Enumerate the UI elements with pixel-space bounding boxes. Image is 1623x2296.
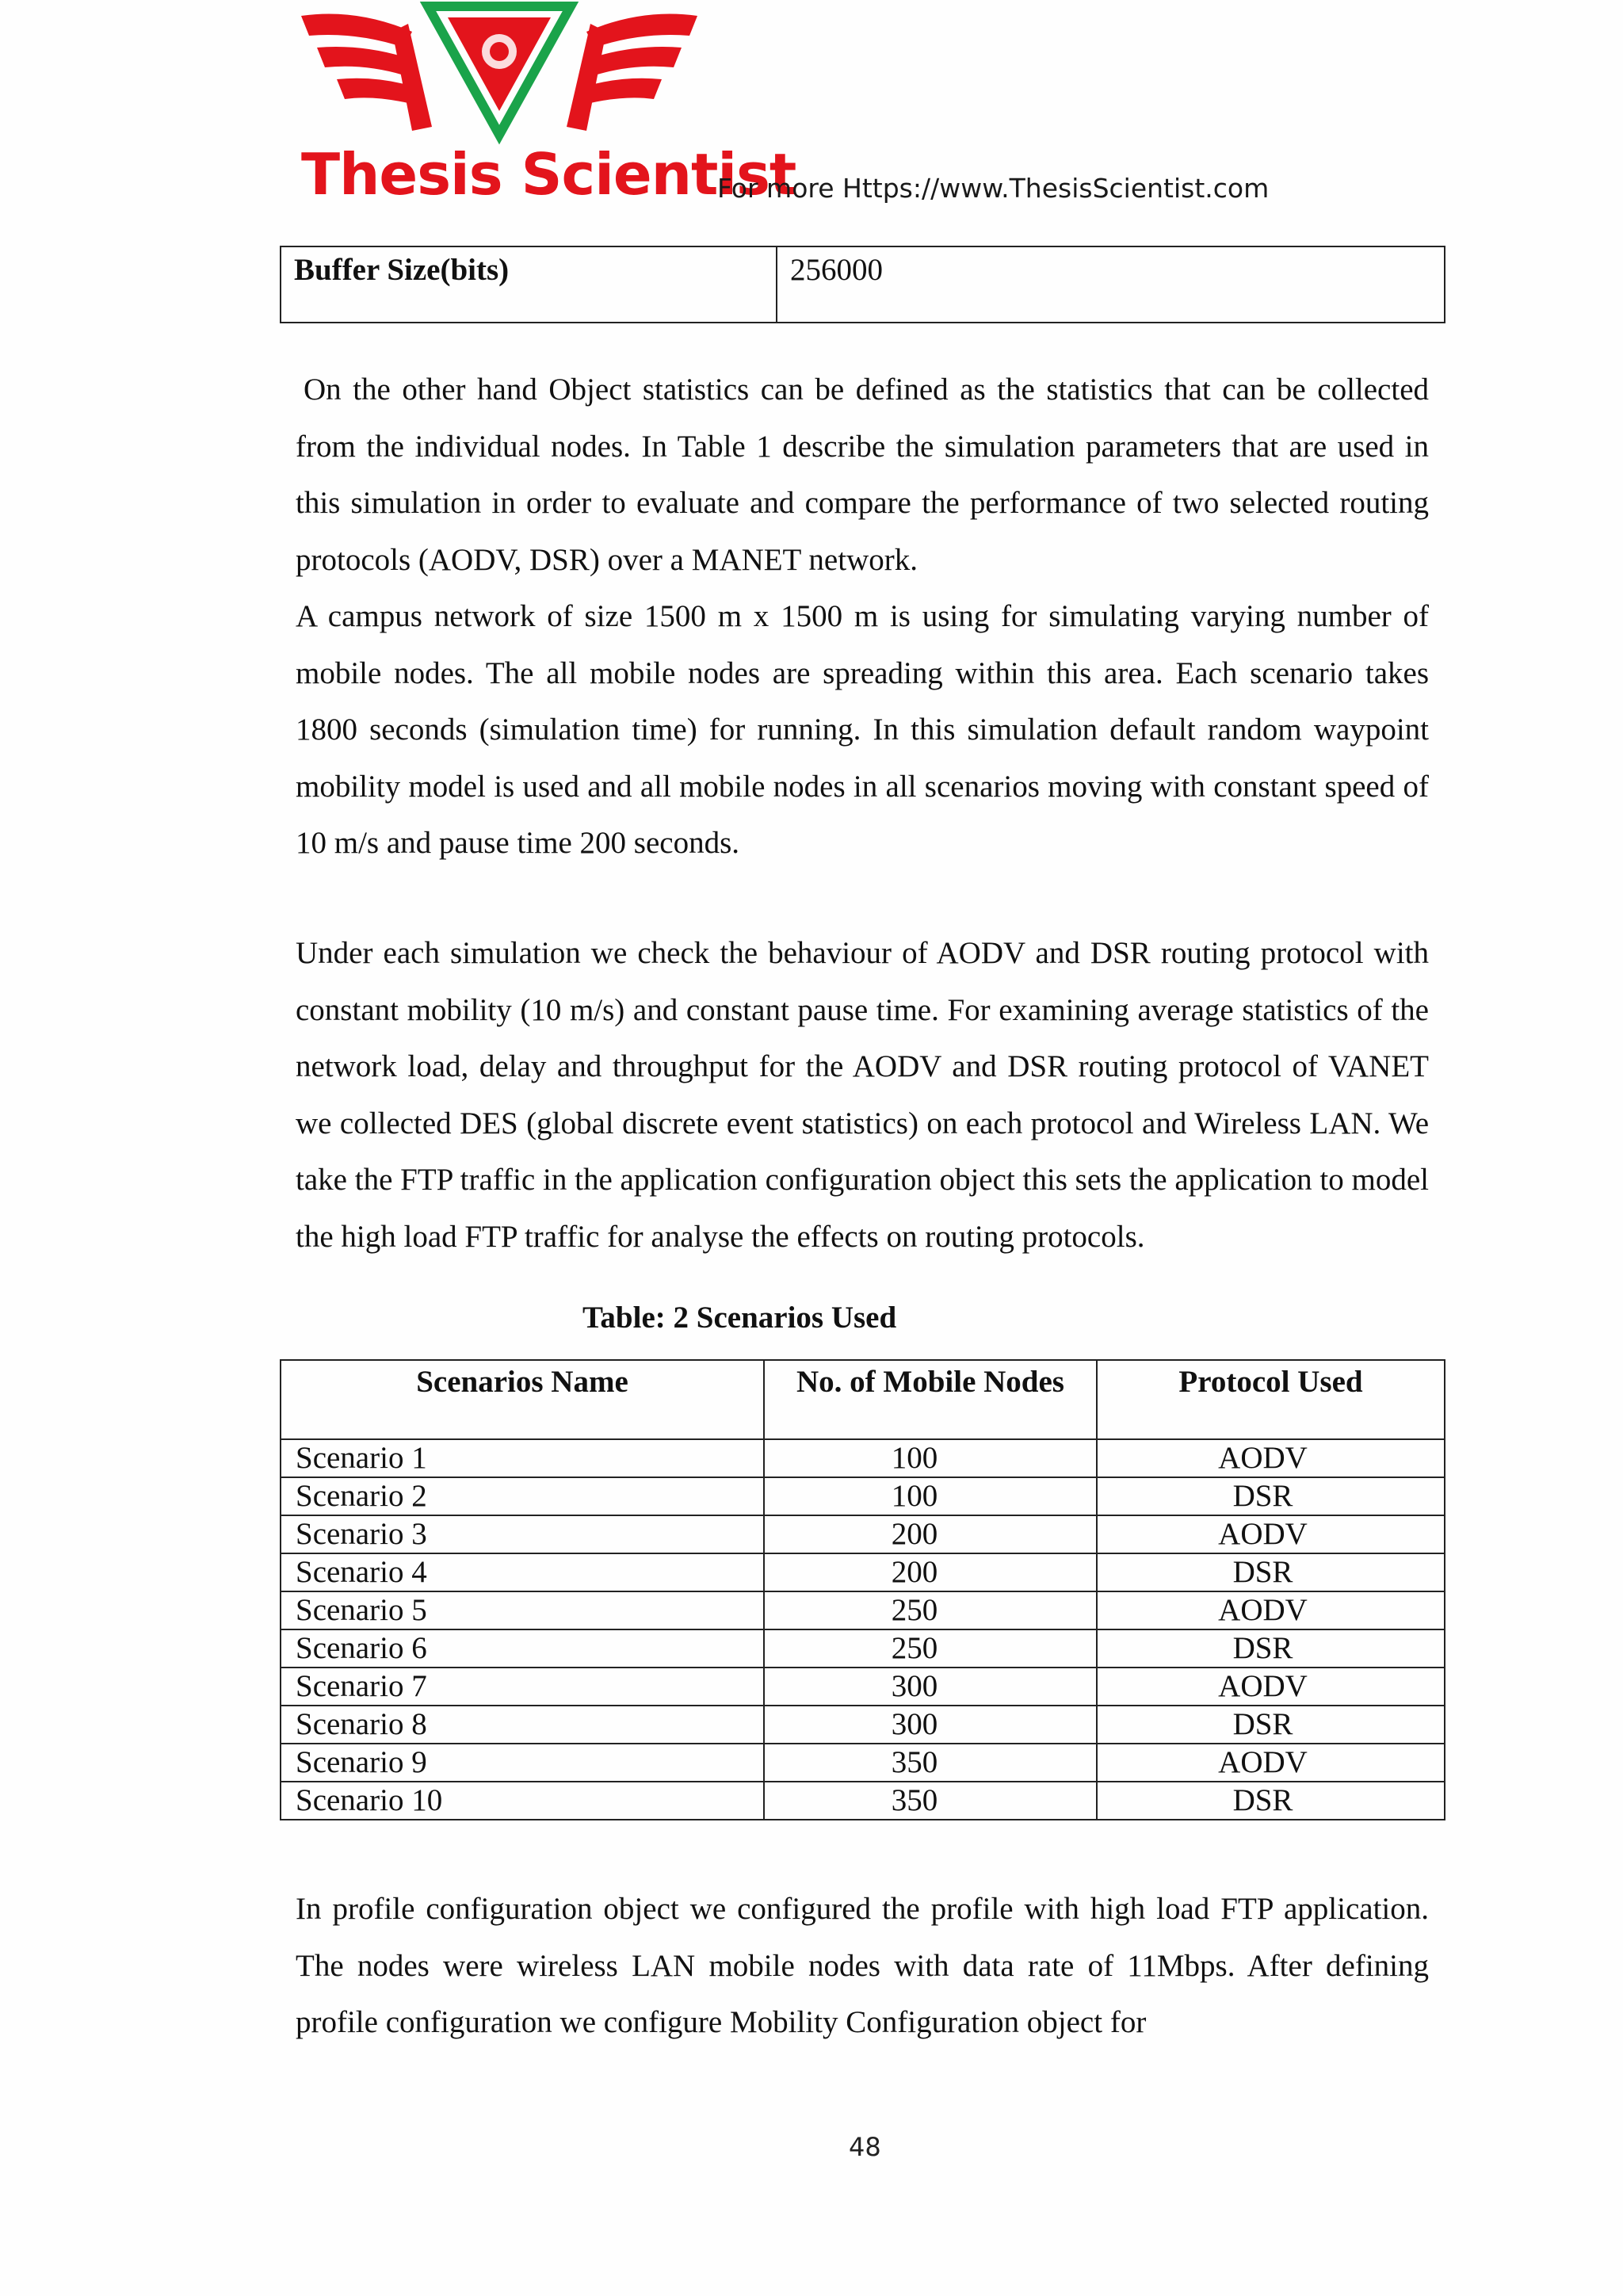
website-link[interactable]: For more Https://www.ThesisScientist.com <box>717 173 1270 204</box>
cell-node-count: 250 <box>764 1591 1097 1629</box>
table-row <box>281 1439 1445 1477</box>
cell-protocol: DSR <box>1097 1706 1445 1744</box>
table-row <box>281 1782 1445 1820</box>
table-row <box>281 1515 1445 1553</box>
cell-scenario-name: Scenario 6 <box>281 1629 764 1668</box>
table-row <box>281 1477 1445 1515</box>
cell-scenario-name: Scenario 4 <box>281 1553 764 1591</box>
param-label: Buffer Size(bits) <box>281 246 777 323</box>
cell-scenario-name: Scenario 1 <box>281 1439 764 1477</box>
param-value: 256000 <box>777 246 1445 323</box>
cell-scenario-name: Scenario 8 <box>281 1706 764 1744</box>
logo-wordmark: Thesis Scientist <box>301 141 796 208</box>
paragraph: In profile configuration object we configured the profile with high load FTP application. The nodes were wireless LAN mobile nodes with data rate of 11Mbps. After defining profile configuration we configure Mobility Configuration object for <box>296 1892 1429 2039</box>
page-number: 48 <box>849 2132 881 2162</box>
cell-scenario-name: Scenario 5 <box>281 1591 764 1629</box>
cell-node-count: 200 <box>764 1553 1097 1591</box>
table-row <box>281 246 1445 323</box>
cell-node-count: 300 <box>764 1668 1097 1706</box>
paragraph-text: On the other hand Object statistics can be defined as the statistics that can be collected from the individual nodes. In Table 1 describe the simulation parameters that are used in this simulation in order to evaluate and compare the performance of two selected routing protocols (AODV, DSR) over a MANET network. <box>296 372 1429 577</box>
cell-protocol: AODV <box>1097 1591 1445 1629</box>
table-row <box>281 1629 1445 1668</box>
cell-protocol: DSR <box>1097 1553 1445 1591</box>
column-header: No. of Mobile Nodes <box>764 1360 1097 1439</box>
cell-scenario-name: Scenario 2 <box>281 1477 764 1515</box>
table-caption: Table: 2 Scenarios Used <box>582 1301 897 1335</box>
cell-protocol: DSR <box>1097 1629 1445 1668</box>
cell-protocol: AODV <box>1097 1439 1445 1477</box>
scenarios-table <box>280 1359 1445 1820</box>
cell-scenario-name: Scenario 7 <box>281 1668 764 1706</box>
cell-scenario-name: Scenario 3 <box>281 1515 764 1553</box>
cell-node-count: 100 <box>764 1439 1097 1477</box>
cell-node-count: 100 <box>764 1477 1097 1515</box>
cell-protocol: AODV <box>1097 1744 1445 1782</box>
cell-scenario-name: Scenario 9 <box>281 1744 764 1782</box>
cell-node-count: 200 <box>764 1515 1097 1553</box>
table-row <box>281 1706 1445 1744</box>
parameter-table <box>280 246 1445 323</box>
paragraph <box>296 361 1429 872</box>
cell-scenario-name: Scenario 10 <box>281 1782 764 1820</box>
cell-protocol: AODV <box>1097 1515 1445 1553</box>
cell-protocol: DSR <box>1097 1782 1445 1820</box>
table-row <box>281 1744 1445 1782</box>
table-header-row <box>281 1360 1445 1439</box>
table-row <box>281 1591 1445 1629</box>
table-row <box>281 1553 1445 1591</box>
paragraph: Under each simulation we check the behaviour of AODV and DSR routing protocol with constant mobility (10 m/s) and constant pause time. For examining average statistics of the network load, delay and throughput for the AODV and DSR routing protocol of VANET we collected DES (global discrete event statistics) on each protocol and Wireless LAN. We take the FTP traffic in the application configuration object this sets the application to model the high load FTP traffic for analyse the effects on routing protocols. <box>296 936 1429 1254</box>
paragraph-text: A campus network of size 1500 m x 1500 m is using for simulating varying number of mobile nodes. The all mobile nodes are spreading within this area. Each scenario takes 1800 seconds (simulation time) for running. In this simulation default random waypoint mobility model is used and all mobile nodes in all scenarios moving with constant speed of 10 m/s and pause time 200 seconds. <box>296 599 1429 860</box>
column-header: Scenarios Name <box>281 1360 764 1439</box>
cell-protocol: DSR <box>1097 1477 1445 1515</box>
cell-node-count: 300 <box>764 1706 1097 1744</box>
cell-node-count: 250 <box>764 1629 1097 1668</box>
cell-node-count: 350 <box>764 1744 1097 1782</box>
cell-protocol: AODV <box>1097 1668 1445 1706</box>
table-row <box>281 1668 1445 1706</box>
column-header: Protocol Used <box>1097 1360 1445 1439</box>
cell-node-count: 350 <box>764 1782 1097 1820</box>
